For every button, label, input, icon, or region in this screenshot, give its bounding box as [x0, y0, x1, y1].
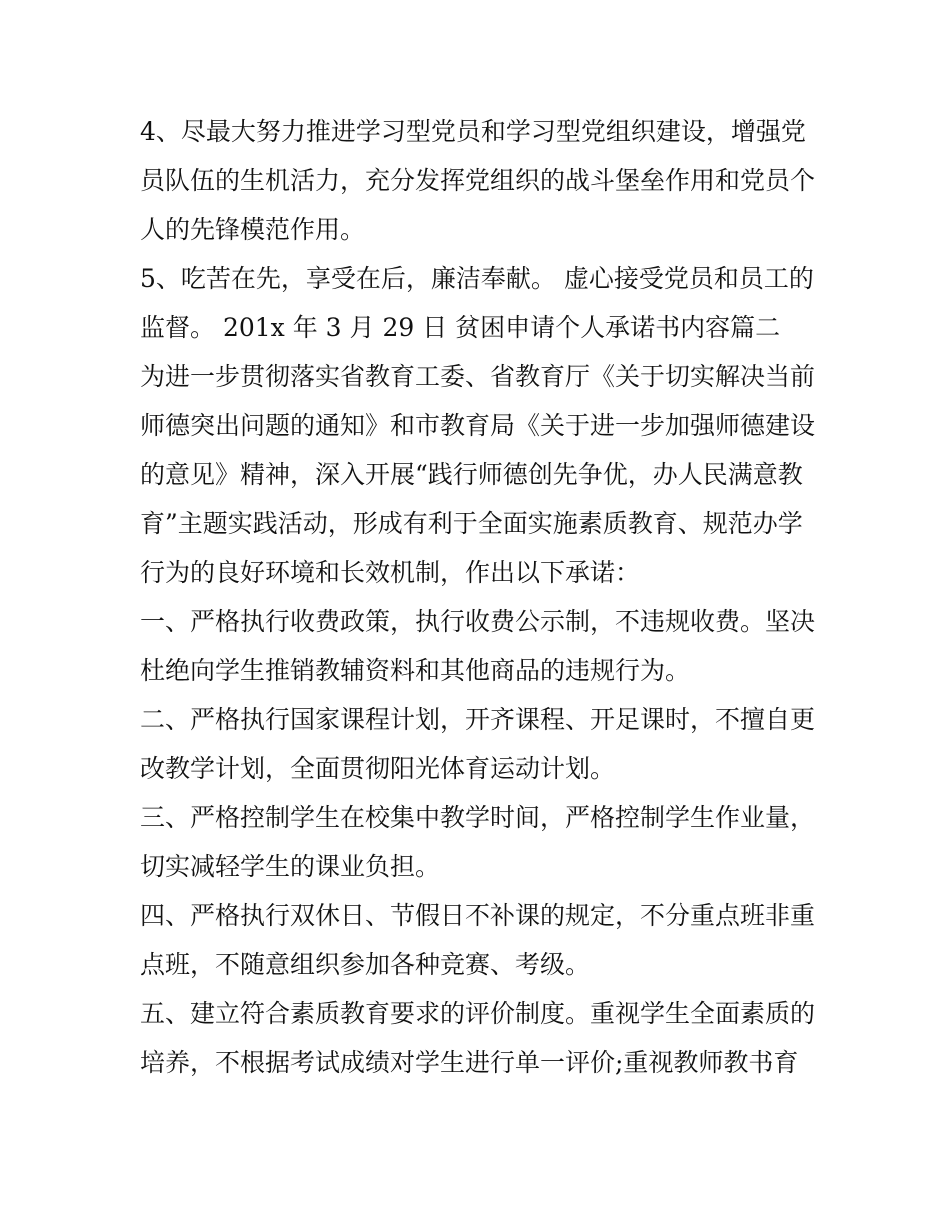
text-line: 切实减轻学生的课业负担。 — [140, 852, 441, 881]
text-line: 五、建立符合素质教育要求的评价制度。重视学生全面素质的 — [140, 999, 816, 1028]
text-line: 员队伍的生机活力，充分发挥党组织的战斗堡垒作用和党员个 — [140, 166, 816, 195]
text-line: 四、严格执行双休日、节假日不补课的规定，不分重点班非重 — [140, 901, 816, 930]
document-body — [140, 107, 820, 1087]
text-line: 5、吃苦在先，享受在后，廉洁奉献。 虚心接受党员和员工的 — [140, 264, 814, 293]
text-line: 杜绝向学生推销教辅资料和其他商品的违规行为。 — [140, 656, 691, 685]
text-line: 三、严格控制学生在校集中教学时间，严格控制学生作业量， — [140, 803, 816, 832]
text-line: 培养，不根据考试成绩对学生进行单一评价;重视教师教书育 — [140, 1048, 799, 1077]
text-line: 二、严格执行国家课程计划，开齐课程、开足课时，不擅自更 — [140, 705, 816, 734]
text-line: 师德突出问题的通知》和市教育局《关于进一步加强师德建设 — [140, 411, 816, 440]
text-line: 为进一步贯彻落实省教育工委、省教育厅《关于切实解决当前 — [140, 362, 816, 391]
text-line: 监督。 201x 年 3 月 29 日 贫困申请个人承诺书内容篇二 — [140, 313, 781, 342]
text-line: 点班，不随意组织参加各种竞赛、考级。 — [140, 950, 591, 979]
text-line: 一、严格执行收费政策，执行收费公示制，不违规收费。坚决 — [140, 607, 816, 636]
text-line: 4、尽最大努力推进学习型党员和学习型党组织建设，增强党 — [140, 117, 806, 146]
text-line: 行为的良好环境和长效机制，作出以下承诺： — [140, 558, 641, 587]
text-line: 改教学计划，全面贯彻阳光体育运动计划。 — [140, 754, 616, 783]
text-line: 人的先锋模范作用。 — [140, 215, 366, 244]
text-line: 育”主题实践活动，形成有利于全面实施素质教育、规范办学 — [140, 509, 803, 538]
text-line: 的意见》精神，深入开展“践行师德创先争优，办人民满意教 — [140, 460, 803, 489]
